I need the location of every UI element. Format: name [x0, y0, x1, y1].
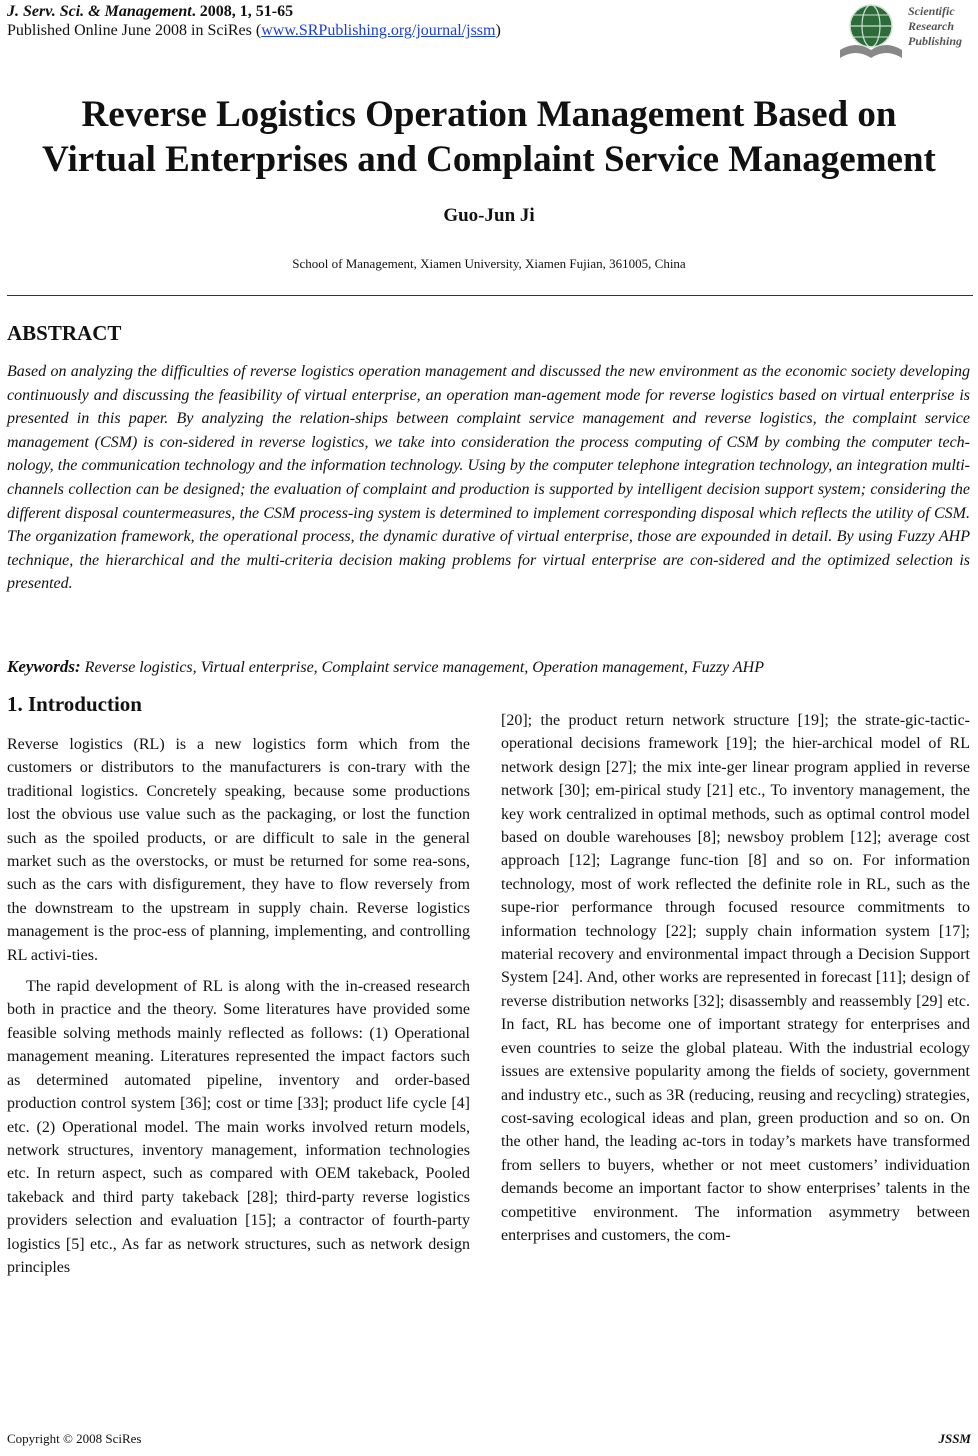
publisher-logo [836, 0, 976, 64]
logo-wordmark [908, 4, 962, 49]
body-column-right [501, 709, 970, 1255]
journal-name: J. Serv. Sci. & Management [7, 3, 192, 20]
globe-book-icon [836, 0, 906, 64]
paragraph: [20]; the product return network structure [19]; the strate-gic-tactic-operational decisions framework [19]; the hier-archical model of RL network design [27]; the mix inte-ger linear program applied in reverse network [30]; em-pirical study [21] etc., To inventory management, the key work centralized in optimal methods, such as optimal control model based on double warehouses [8]; newsboy problem [12]; average cost approach [12]; Lagrange func-tion [8] and so on. For information technology, most of work reflected the definite role in RL, such as the supe-rior performance through focused resource commitments to information technology [22]; supply chain information system [17]; material recovery and environmental impact through a Decision Support System [24]. And, other works are represented in forecast [11]; design of reverse distribution networks [32]; disassembly and reassembly [29] etc. In fact, RL has become one of important strategy for enterprises and even countries to seize the global plateau. With the industrial ecology issues are extensive popularity among the fields of society, government and industry etc., such as 3R (reducing, reusing and recycling) strategies, cost-saving ecological ideas and plan, green production and so on. On the other hand, the leading ac-tors in today’s markets have transformed from sellers to buyers, whether or not meet customers’ individuation demands become an important factor to show enterprises’ talents in the competitive environment. The information asymmetry between enterprises and customers, the com- [501, 712, 970, 1244]
copyright-footer: Copyright © 2008 SciRes [7, 1431, 142, 1446]
logo-line-2: Research [908, 19, 954, 33]
journal-url-link[interactable]: www.SRPublishing.org/journal/jssm [261, 22, 496, 39]
author-affiliation: School of Management, Xiamen University, Xiamen Fujian, 361005, China [292, 256, 686, 271]
section-heading: 1. Introduction [7, 692, 142, 716]
title-line-1: Reverse Logistics Operation Management Based on [81, 94, 897, 135]
paragraph: The rapid development of RL is along with the in-creased research both in practice and the theory. Some literatures have provided some feasible solving methods mainly reflected as follows: (1) Operational management meaning. Literatures represented the impact factors such as determined automated pipeline, inventory and order-based production control system [36]; cost or time [33]; product life cycle [4] etc. (2) Operational model. The main works involved return models, network structures, inventory management, information technologies etc. In return aspect, such as compared with OEM takeback, Pooled takeback and third party takeback [28]; third-party reverse logistics providers selection and evaluation [15]; a contractor of fourth-party logistics [5] etc., As far as network structures, such as network design principles [7, 978, 470, 1276]
paper-title [0, 92, 978, 182]
published-text-end: ) [495, 22, 501, 39]
abstract-heading: ABSTRACT [7, 321, 122, 345]
title-line-2: Virtual Enterprises and Complaint Service Management [42, 139, 936, 180]
body-column-left [7, 733, 470, 1287]
published-text: Published Online June 2008 in SciRes ( [7, 22, 262, 39]
keywords-list: Reverse logistics, Virtual enterprise, Complaint service management, Operation management, Fuzzy AHP [84, 659, 764, 676]
abstract-text: Based on analyzing the difficulties of reverse logistics operation management and discussed the new environment as the economic society developing continuously and discussing the feasibility of virtual enterprise, an operation man-agement mode for reverse logistics based on virtual enterprise is presented in this paper. By analyzing the relation-ships between complaint service management and reverse logistics, the complaint service management (CSM) is con-sidered in reverse logistics, we take into consideration the process computing of CSM by combing the computer tech-nology, the communication technology and the information technology. Using by the computer telephone integration technology, an integration multi-channels collection can be designed; the evaluation of complaint and production is supported by intelligent decision support system; considering the different disposal countermeasures, the CSM process-ing system is determined to implement corresponding disposal which reflects the utility of CSM. The organization framework, the operational process, the dynamic durative of virtual enterprise, those are expounded in detail. By using Fuzzy AHP technique, the hierarchical and the multi-criteria decision making problems for virtual enterprise are con-sidered and the optimized selection is presented. [7, 363, 970, 593]
journal-abbr-footer: JSSM [938, 1431, 971, 1446]
keywords-label: Keywords: [7, 657, 81, 676]
logo-line-1: Scientific [908, 4, 955, 18]
journal-header [7, 2, 501, 40]
publication-line [7, 21, 501, 40]
keywords [7, 656, 970, 679]
logo-line-3: Publishing [908, 34, 963, 48]
header-divider [7, 295, 973, 296]
journal-volume-pages: . 2008, 1, 51-65 [191, 3, 294, 20]
author-name: Guo-Jun Ji [443, 205, 535, 226]
journal-citation [7, 2, 501, 21]
paragraph: Reverse logistics (RL) is a new logistics form which from the customers or distributors to the manufacturers is con-trary with the traditional logistics. Concretely speaking, because some productions lost the obvious use value such as the packaging, or lost the function such as the spoiled products, or are difficult to sale in the general market such as the overstocks, or must be returned for some rea-sons, such as the cars with disfigurement, they have to flow reversely from the downstream to the upstream in supply chain. Reverse logistics management is the proc-ess of planning, implementing, and controlling RL activi-ties. [7, 736, 470, 964]
